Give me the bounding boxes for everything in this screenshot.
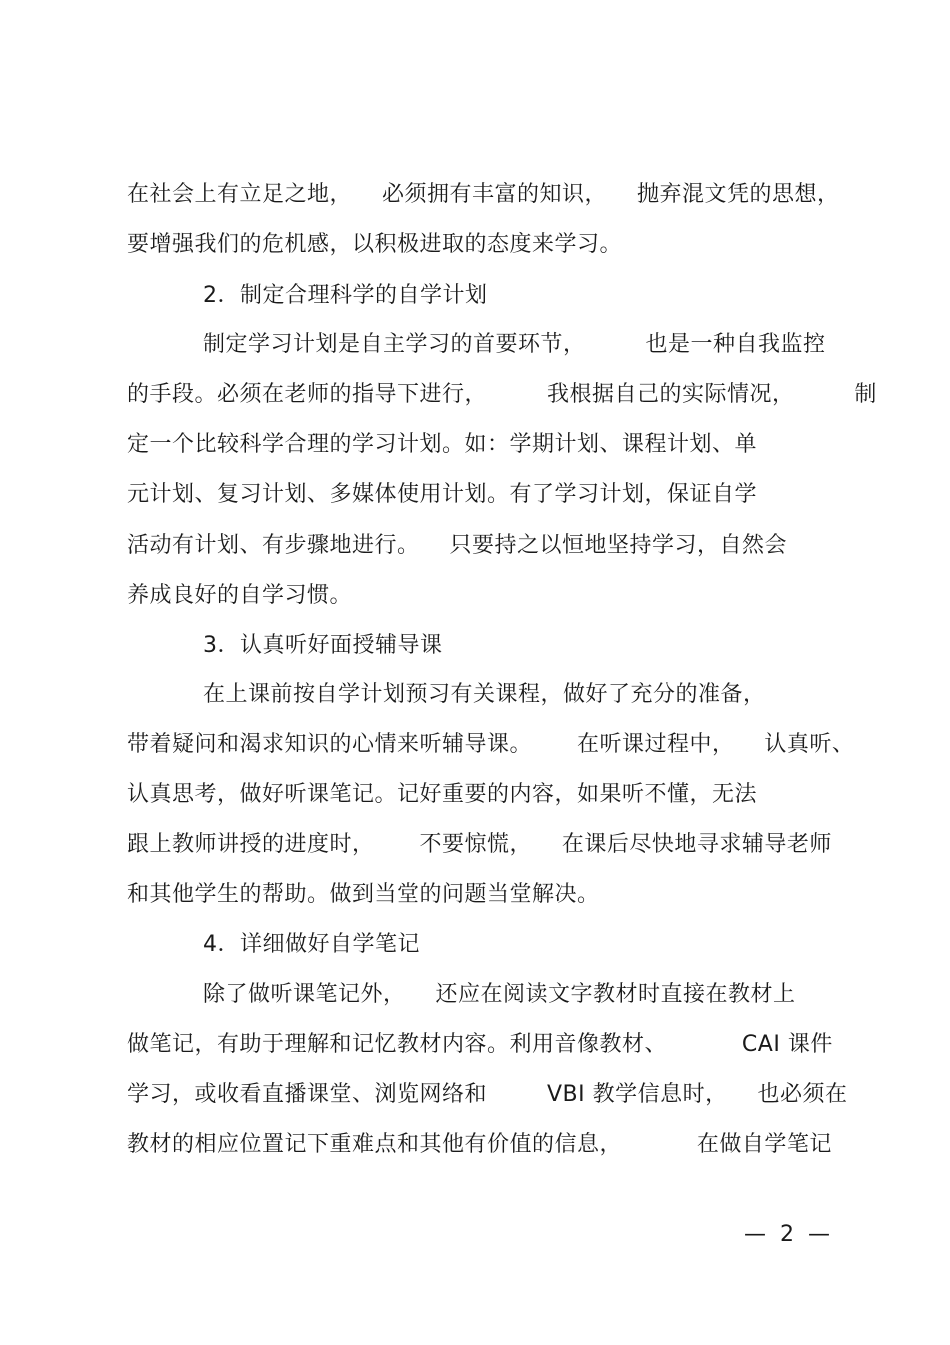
- body-text-line: 跟上教师讲授的进度时， 不要惊慌， 在课后尽快地寻求辅导老师: [127, 832, 832, 857]
- body-text-line: 的手段。必须在老师的指导下进行， 我根据自己的实际情况， 制: [127, 382, 877, 407]
- body-text-line: 在上课前按自学计划预习有关课程，做好了充分的准备，: [203, 682, 766, 707]
- body-text-line: 养成良好的自学习惯。: [127, 583, 353, 608]
- body-text-line: 在社会上有立足之地， 必须拥有丰富的知识， 抛弃混文凭的思想，: [127, 182, 840, 207]
- section-heading: 2．制定合理科学的自学计划: [203, 283, 488, 308]
- body-text-line: 认真思考，做好听课笔记。记好重要的内容，如果听不懂，无法: [127, 782, 758, 807]
- body-text-line: 带着疑问和渴求知识的心情来听辅导课。 在听课过程中， 认真听、: [127, 732, 855, 757]
- page-number: — 2 —: [744, 1222, 830, 1247]
- body-text-line: 除了做听课笔记外， 还应在阅读文字教材时直接在教材上: [203, 982, 796, 1007]
- section-heading: 3．认真听好面授辅导课: [203, 633, 443, 658]
- body-text-line: 定一个比较科学合理的学习计划。如：学期计划、课程计划、单: [127, 432, 758, 457]
- body-text-line: 做笔记，有助于理解和记忆教材内容。利用音像教材、 CAI 课件: [127, 1032, 833, 1057]
- section-heading: 4．详细做好自学笔记: [203, 932, 420, 957]
- body-text-line: 制定学习计划是自主学习的首要环节， 也是一种自我监控: [203, 332, 826, 357]
- body-text-line: 和其他学生的帮助。做到当堂的问题当堂解决。: [127, 882, 600, 907]
- body-text-line: 教材的相应位置记下重难点和其他有价值的信息， 在做自学笔记: [127, 1132, 832, 1157]
- body-text-line: 活动有计划、有步骤地进行。 只要持之以恒地坚持学习，自然会: [127, 533, 787, 558]
- body-text-line: 学习，或收看直播课堂、浏览网络和 VBI 教学信息时， 也必须在: [127, 1082, 848, 1107]
- body-text-line: 要增强我们的危机感，以积极进取的态度来学习。: [127, 232, 623, 257]
- body-text-line: 元计划、复习计划、多媒体使用计划。有了学习计划，保证自学: [127, 482, 758, 507]
